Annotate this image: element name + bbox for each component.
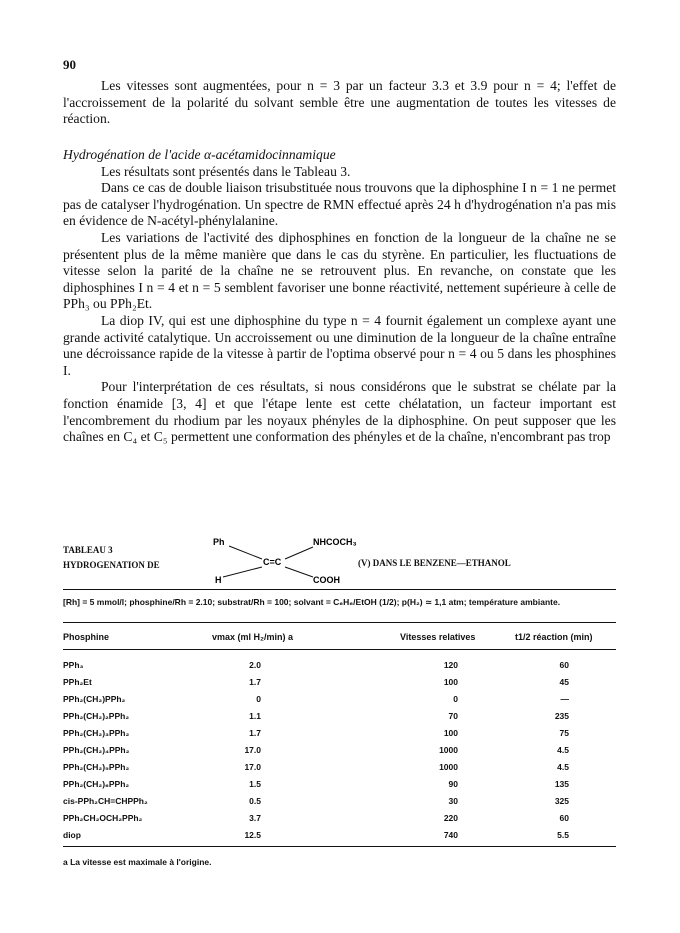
cell-relative: 220 — [443, 813, 458, 823]
cell-t-half: 60 — [559, 660, 569, 670]
section-heading: Hydrogénation de l'acide α-acétamidocinnamique — [63, 147, 336, 162]
cell-relative: 1000 — [439, 745, 458, 755]
cell-relative: 70 — [448, 711, 458, 721]
table-row — [63, 762, 616, 776]
table-rule-bottom — [63, 846, 616, 847]
table-row — [63, 728, 616, 742]
table-row — [63, 796, 616, 810]
body-text — [63, 78, 616, 128]
cell-t-half: 325 — [554, 796, 569, 806]
formula-h: H — [215, 575, 222, 585]
formula-cc: C=C — [263, 557, 282, 567]
table-title-left: HYDROGENATION DE — [63, 560, 160, 570]
cell-t-half: 235 — [554, 711, 569, 721]
formula-cooh: COOH — [313, 575, 340, 585]
table-row — [63, 711, 616, 725]
table-footnote: a La vitesse est maximale à l'origine. — [63, 857, 212, 867]
cell-relative: 30 — [448, 796, 458, 806]
cell-vmax: 1.7 — [249, 677, 261, 687]
cell-phosphine: PPh₂CH₂OCH₂PPh₂ — [63, 813, 143, 823]
table-label: TABLEAU 3 — [63, 545, 113, 555]
formula-nhcoch3: NHCOCH₃ — [313, 537, 357, 547]
table-row — [63, 779, 616, 793]
paragraph: La diop IV, qui est une diphosphine du type n = 4 fournit également un complexe ayant une grande activité catalytique. Un accroissement ou une diminution de la longueur de la chaîne entraîne une décroissance rapide de la vitesse à partir de l'optima observé pour n = 4 ou 5 dans les phosphines I. — [63, 312, 616, 378]
cell-vmax: 1.1 — [249, 711, 261, 721]
table-row — [63, 813, 616, 827]
cell-vmax: 0 — [256, 694, 261, 704]
cell-t-half: 45 — [559, 677, 569, 687]
cell-t-half: 4.5 — [557, 762, 569, 772]
paragraph: Pour l'interprétation de ces résultats, si nous considérons que le substrat se chélate par la fonction énamide [3, 4] et que l'étape lente est cette chélatation, un facteur important est l'encombrement du rhodium par les noyaux phényles de la diphosphine. On peut supposer que les chaînes en C₄ et C₅ permettent une conformation des phényles et de la chaîne, n'encombrant pas trop — [63, 379, 616, 445]
cell-phosphine: PPh₂(CH₂)₅PPh₂ — [63, 762, 130, 772]
cell-t-half: 4.5 — [557, 745, 569, 755]
paragraph: Dans ce cas de double liaison trisubstituée nous trouvons que la diphosphine I n = 1 ne permet pas de catalyser l'hydrogénation. Un spectre de RMN effectué après 24 h d'hydrogénation n'a pas mis en évidence de N-acétyl-phénylalanine. — [63, 180, 616, 229]
cell-relative: 100 — [443, 677, 458, 687]
table-row — [63, 660, 616, 674]
cell-phosphine: PPh₂Et — [63, 677, 92, 687]
cell-phosphine: PPh₂(CH₂)PPh₂ — [63, 694, 126, 704]
table-row — [63, 745, 616, 759]
table-row — [63, 677, 616, 691]
column-header-vmax: vmax (ml H₂/min) a — [212, 632, 294, 642]
table-row — [63, 830, 616, 844]
cell-vmax: 12.5 — [244, 830, 261, 840]
cell-t-half: 135 — [554, 779, 569, 789]
section — [63, 147, 616, 446]
paragraph: Les variations de l'activité des diphosphines en fonction de la longueur de la chaîne ne se présentent plus de la même manière que dans le cas du styrène. En particulier, les fluctuations de vitesse selon la parité de la chaîne ne se retrouvent plus. En revanche, on constate que les diphosphines I n = 4 et n = 5 semblent favoriser une bonne réactivité, nettement supérieure à celle de PPh₃ ou PPh₂Et. — [63, 229, 616, 312]
table-row — [63, 694, 616, 708]
cell-relative: 90 — [448, 779, 458, 789]
cell-t-half: 60 — [559, 813, 569, 823]
cell-vmax: 3.7 — [249, 813, 261, 823]
table-conditions: [Rh] = 5 mmol/l; phosphine/Rh = 2.10; substrat/Rh = 100; solvant = C₆H₆/EtOH (1/2); p(H₂) ≃ 1,1 atm; température ambiante. — [63, 597, 561, 607]
paragraph: Les vitesses sont augmentées, pour n = 3 par un facteur 3.3 et 3.9 pour n = 4; l'effet de l'accroissement de la polarité du solvant semble être une augmentation de toutes les vitesses de réaction. — [63, 78, 616, 127]
cell-phosphine: PPh₂(CH₂)₆PPh₂ — [63, 779, 130, 789]
formula-ph: Ph — [213, 537, 225, 547]
cell-phosphine: PPh₂(CH₂)₄PPh₂ — [63, 745, 130, 755]
table-title — [63, 543, 160, 573]
column-header-t-half: t1/2 réaction (min) — [515, 632, 593, 642]
cell-phosphine: diop — [63, 830, 81, 840]
cell-vmax: 17.0 — [244, 762, 261, 772]
page-number: 90 — [63, 57, 76, 72]
paragraph: Les résultats sont présentés dans le Tableau 3. — [101, 163, 351, 179]
cell-relative: 740 — [443, 830, 458, 840]
cell-relative: 1000 — [439, 762, 458, 772]
cell-t-half: 5.5 — [557, 830, 569, 840]
cell-relative: 0 — [453, 694, 458, 704]
cell-phosphine: PPh₂(CH₂)₂PPh₂ — [63, 711, 130, 721]
cell-vmax: 1.5 — [249, 779, 261, 789]
column-header-phosphine: Phosphine — [63, 632, 110, 642]
table-rule-top — [63, 589, 616, 590]
table-rule-conditions — [63, 622, 616, 623]
cell-vmax: 1.7 — [249, 728, 261, 738]
cell-vmax: 2.0 — [249, 660, 261, 670]
cell-phosphine: cis-PPh₂CH=CHPPh₂ — [63, 796, 148, 806]
table-rule-header — [63, 649, 616, 650]
cell-relative: 120 — [443, 660, 458, 670]
cell-phosphine: PPh₃ — [63, 660, 84, 670]
cell-vmax: 0.5 — [249, 796, 261, 806]
cell-t-half: 75 — [559, 728, 569, 738]
cell-vmax: 17.0 — [244, 745, 261, 755]
table-title-right: (V) DANS LE BENZENE—ETHANOL — [358, 558, 511, 568]
cell-phosphine: PPh₂(CH₂)₃PPh₂ — [63, 728, 130, 738]
cell-relative: 100 — [443, 728, 458, 738]
column-header-relative: Vitesses relatives — [400, 632, 476, 642]
cell-t-half: — — [560, 694, 569, 704]
